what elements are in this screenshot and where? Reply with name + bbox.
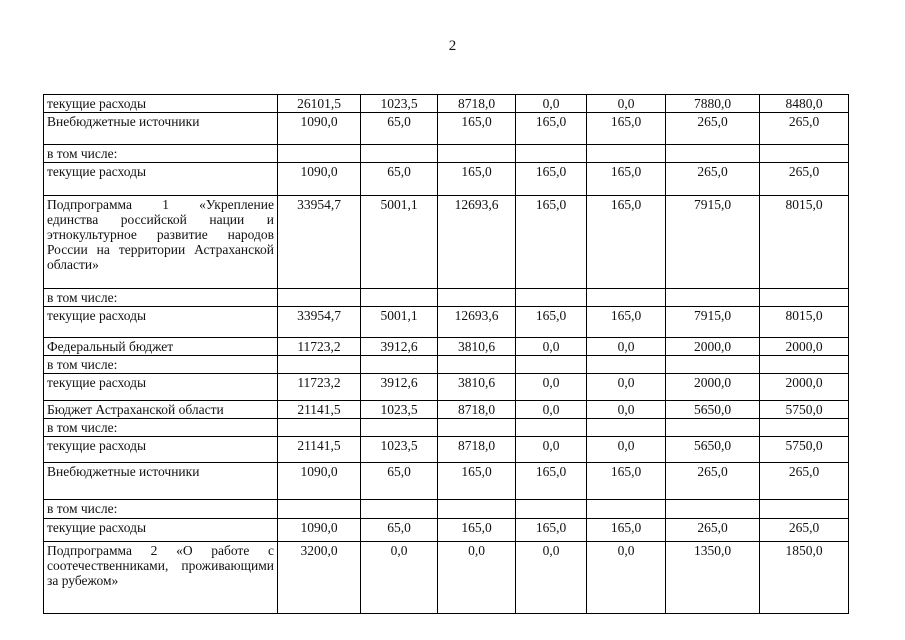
cell-value: 8015,0 (760, 307, 849, 338)
table-row (44, 401, 849, 419)
cell-value: 0,0 (587, 401, 666, 419)
cell-value (760, 500, 849, 519)
cell-value: 8718,0 (438, 437, 516, 463)
cell-value: 0,0 (587, 338, 666, 356)
cell-value (278, 145, 361, 163)
cell-value: 5750,0 (760, 437, 849, 463)
cell-value: 265,0 (760, 463, 849, 500)
cell-value (361, 419, 438, 437)
row-label: текущие расходы (44, 374, 278, 401)
cell-value: 1023,5 (361, 401, 438, 419)
cell-value (438, 356, 516, 374)
cell-value: 165,0 (438, 519, 516, 542)
cell-value: 8718,0 (438, 95, 516, 113)
table-row (44, 145, 849, 163)
cell-value: 1023,5 (361, 437, 438, 463)
cell-value: 0,0 (516, 542, 587, 614)
cell-value: 165,0 (438, 163, 516, 196)
cell-value: 8480,0 (760, 95, 849, 113)
cell-value: 3200,0 (278, 542, 361, 614)
cell-value (278, 356, 361, 374)
cell-value: 8015,0 (760, 196, 849, 289)
cell-value: 1090,0 (278, 519, 361, 542)
row-label: текущие расходы (44, 519, 278, 542)
cell-value: 7915,0 (666, 196, 760, 289)
cell-value: 26101,5 (278, 95, 361, 113)
table-row (44, 437, 849, 463)
cell-value (438, 289, 516, 307)
cell-value: 5001,1 (361, 307, 438, 338)
cell-value: 11723,2 (278, 374, 361, 401)
cell-value (587, 145, 666, 163)
cell-value: 265,0 (666, 519, 760, 542)
table-row (44, 307, 849, 338)
cell-value: 7915,0 (666, 307, 760, 338)
cell-value: 3912,6 (361, 374, 438, 401)
page-number: 2 (448, 38, 457, 54)
cell-value: 3810,6 (438, 338, 516, 356)
row-label: Подпрограмма 2 «О работе с соотечественниками, проживающими за рубежом» (44, 542, 278, 614)
table-row (44, 419, 849, 437)
cell-value: 5650,0 (666, 401, 760, 419)
row-label: Внебюджетные источники (44, 463, 278, 500)
cell-value: 0,0 (587, 437, 666, 463)
cell-value: 2000,0 (760, 338, 849, 356)
table-row (44, 519, 849, 542)
row-label: текущие расходы (44, 437, 278, 463)
cell-value: 165,0 (516, 196, 587, 289)
cell-value: 265,0 (760, 163, 849, 196)
cell-value: 165,0 (516, 163, 587, 196)
cell-value: 2000,0 (760, 374, 849, 401)
cell-value: 0,0 (516, 401, 587, 419)
cell-value: 1850,0 (760, 542, 849, 614)
table-row (44, 356, 849, 374)
cell-value: 165,0 (516, 463, 587, 500)
cell-value: 0,0 (587, 95, 666, 113)
cell-value (760, 145, 849, 163)
cell-value (666, 356, 760, 374)
cell-value: 0,0 (587, 542, 666, 614)
cell-value: 2000,0 (666, 338, 760, 356)
cell-value: 165,0 (516, 113, 587, 145)
cell-value (760, 289, 849, 307)
cell-value: 5750,0 (760, 401, 849, 419)
cell-value (438, 419, 516, 437)
cell-value (361, 356, 438, 374)
cell-value: 165,0 (438, 463, 516, 500)
cell-value: 165,0 (516, 519, 587, 542)
cell-value: 65,0 (361, 163, 438, 196)
row-label: в том числе: (44, 356, 278, 374)
cell-value: 265,0 (760, 519, 849, 542)
row-label: текущие расходы (44, 95, 278, 113)
cell-value (516, 356, 587, 374)
cell-value: 65,0 (361, 463, 438, 500)
table-row (44, 163, 849, 196)
row-label: текущие расходы (44, 307, 278, 338)
cell-value: 12693,6 (438, 196, 516, 289)
cell-value: 0,0 (587, 374, 666, 401)
cell-value: 0,0 (516, 374, 587, 401)
cell-value: 2000,0 (666, 374, 760, 401)
cell-value (278, 289, 361, 307)
cell-value (361, 145, 438, 163)
cell-value: 0,0 (516, 338, 587, 356)
table-row (44, 463, 849, 500)
cell-value: 5650,0 (666, 437, 760, 463)
cell-value: 165,0 (587, 163, 666, 196)
cell-value: 165,0 (516, 307, 587, 338)
cell-value: 12693,6 (438, 307, 516, 338)
cell-value: 265,0 (760, 113, 849, 145)
cell-value (666, 289, 760, 307)
cell-value: 65,0 (361, 519, 438, 542)
cell-value: 0,0 (516, 437, 587, 463)
cell-value: 33954,7 (278, 196, 361, 289)
cell-value (278, 419, 361, 437)
cell-value: 1023,5 (361, 95, 438, 113)
cell-value (516, 419, 587, 437)
cell-value (516, 145, 587, 163)
cell-value: 0,0 (438, 542, 516, 614)
cell-value: 11723,2 (278, 338, 361, 356)
cell-value: 21141,5 (278, 437, 361, 463)
cell-value (666, 419, 760, 437)
cell-value (361, 500, 438, 519)
cell-value (587, 356, 666, 374)
table-row (44, 113, 849, 145)
cell-value: 33954,7 (278, 307, 361, 338)
cell-value: 7880,0 (666, 95, 760, 113)
cell-value (516, 289, 587, 307)
table-row (44, 95, 849, 113)
table-row (44, 289, 849, 307)
cell-value (587, 289, 666, 307)
cell-value: 165,0 (587, 519, 666, 542)
table-row (44, 542, 849, 614)
budget-table (43, 94, 849, 614)
row-label: в том числе: (44, 289, 278, 307)
cell-value: 0,0 (516, 95, 587, 113)
cell-value: 3912,6 (361, 338, 438, 356)
cell-value: 265,0 (666, 113, 760, 145)
table-row (44, 338, 849, 356)
cell-value: 21141,5 (278, 401, 361, 419)
cell-value: 165,0 (587, 196, 666, 289)
cell-value: 165,0 (587, 113, 666, 145)
table-row (44, 196, 849, 289)
cell-value: 265,0 (666, 163, 760, 196)
row-label: в том числе: (44, 500, 278, 519)
cell-value (587, 500, 666, 519)
cell-value: 8718,0 (438, 401, 516, 419)
cell-value: 165,0 (587, 463, 666, 500)
cell-value (666, 145, 760, 163)
table-row (44, 500, 849, 519)
cell-value (516, 500, 587, 519)
cell-value (760, 356, 849, 374)
row-label: Бюджет Астраханской области (44, 401, 278, 419)
cell-value: 1090,0 (278, 113, 361, 145)
row-label: в том числе: (44, 419, 278, 437)
cell-value: 65,0 (361, 113, 438, 145)
cell-value: 165,0 (438, 113, 516, 145)
cell-value: 1350,0 (666, 542, 760, 614)
cell-value (438, 145, 516, 163)
cell-value (587, 419, 666, 437)
cell-value: 3810,6 (438, 374, 516, 401)
cell-value: 1090,0 (278, 463, 361, 500)
cell-value: 265,0 (666, 463, 760, 500)
cell-value (278, 500, 361, 519)
cell-value (361, 289, 438, 307)
cell-value: 1090,0 (278, 163, 361, 196)
cell-value (438, 500, 516, 519)
cell-value: 5001,1 (361, 196, 438, 289)
row-label: Внебюджетные источники (44, 113, 278, 145)
row-label: Федеральный бюджет (44, 338, 278, 356)
cell-value (666, 500, 760, 519)
cell-value: 165,0 (587, 307, 666, 338)
cell-value (760, 419, 849, 437)
table-row (44, 374, 849, 401)
row-label: Подпрограмма 1 «Укрепление единства российской нации и этнокультурное развитие народов России на территории Астраханской области» (44, 196, 278, 289)
row-label: в том числе: (44, 145, 278, 163)
cell-value: 0,0 (361, 542, 438, 614)
row-label: текущие расходы (44, 163, 278, 196)
